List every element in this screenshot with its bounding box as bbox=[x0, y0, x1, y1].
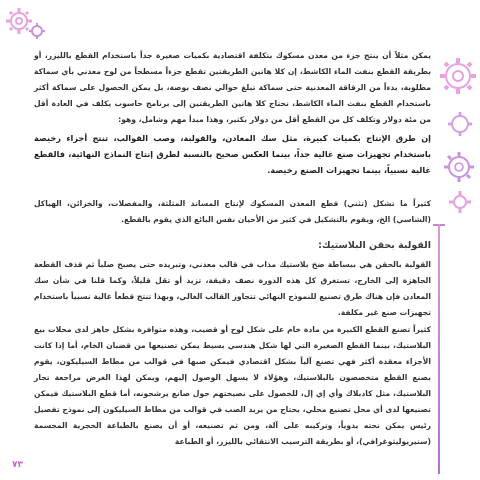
paragraph-injection bbox=[34, 257, 431, 321]
paragraph-forming bbox=[34, 196, 431, 228]
page-number: ٧٣ bbox=[12, 460, 23, 470]
gear-icon bbox=[448, 190, 472, 214]
gear-icon bbox=[442, 150, 476, 184]
gear-icon bbox=[28, 22, 46, 40]
paragraph-intro bbox=[34, 48, 431, 128]
paragraph-5: كثيراً تصنع القطع الكبيرة من مادة خام على شكل لوح أو قضيب، وهذه متوافرة بشكل جاهز لدى محلات بيع البلاستيك، بينما القطع الصغيرة التي لها شكل هندسي بسيط يمكن تصنيعها من قضبان الخام، أما إذا كانت الأجزاء معقدة أكثر فهي تصنع آلياً بشكل اقتصادي فيمكن صبها في قوالب من مطاط السيليكون، يقوم بصنع القطع متخصصون بالبلاستيك، وهؤلاء لا يسهل الوصول إليهم، ويمكن لهذا الغرض مراجعة تجار البلاستيك، مثل كادبلاك وأي إي إل، للحصول على نصيحتهم حول صانع يرشحونه، أما قطع البلاستيك فيمكن تصنيعها لدى أي محل تصنيع محلي، يحتاج من يريد الصب في قوالب من مطاط السيليكون إلى نموذج تفصيل رئيس يمكن نحته يدوياً، وتركيبه على آلة، ومن ثم تصنيعه، أو أن يصنع بالطباعة الحجرية المجسمة (ستيريوليثوغرافي)، أو بطريقة الترسيب الانتقائي بالليزر، أو الطباعة bbox=[34, 325, 431, 446]
paragraph-3: كثيراً ما تشكل (تثني) قطع المعدن المسكوك لإنتاج المساند المثلثة، والمفصلات، والخزائن، الهياكل (الشاسي) الخ، ويقوم بالتشكيل في كثير من الأحيان نفس البائع الذي يقوم بالقطع. bbox=[34, 199, 431, 224]
paragraph-principle bbox=[34, 130, 431, 178]
section-heading: القولبة بحقن البلاستيك: bbox=[318, 240, 431, 251]
paragraph-1: يمكن مثلاً أن ينتج جزء من معدن مسكوك بتكلفة اقتصادية بكميات صغيرة جداً باستخدام القطع بالليزر، أو بطريقة القطع بنفث الماء الكاشط، إن كلا هاتين الطريقتين تقطع جزءاً مسطحاً من لوح معدني بأي سماكة مطلوبة، بدءاً من الرقاقة المعدنية حتى سماكة تبلغ حوالي نصف بوصة، بل يمكن الحصول على سماكة أكثر باستخدام القطع بنفث الماء الكاشط، تحتاج كلا هاتين الطريقتين إلى برنامج حاسوب يكلف في العادة أقل من مئة دولار وتكلف كل من القطع أقل من دولار بكثير، وهذا مبدأ مهم وشامل، وهو: bbox=[34, 51, 431, 124]
gear-icon bbox=[438, 56, 478, 96]
margin-rule bbox=[438, 224, 440, 474]
gear-icon bbox=[446, 110, 474, 138]
paragraph-2: إن طرق الإنتاج بكميات كبيرة، مثل سك المعادن، والقولبة، وصب القوالب، تنتج أجزاء رخيصة باستخدام تجهيزات صنع غالية جداً، بينما العكس صحيح بالنسبة لطرق إنتاج النماذج النهائية، فالقطع غالية نسبياً، بينما تجهيزات الصنع رخيصة. bbox=[34, 133, 431, 175]
paragraph-parts bbox=[34, 322, 431, 450]
paragraph-4: القولبة بالحقن هي ببساطة ضخ بلاستيك مذاب في قالب معدني، وتبريده حتى يصبح صلباً ثم قذف القطعة الجاهزة إلى الخارج، تستغرق كل هذه الدورة نصف دقيقة، تزيد أو تقل قليلاً، وكما قلنا في شأن سك المعادن فإن هناك طرق تصنيع للنموذج النهائي تتجاوز القالب الغالي، وبهذا تنتج قطعاً غالية نسبياً باستخدام تجهيزات صنع غير مكلفة. bbox=[34, 260, 431, 317]
